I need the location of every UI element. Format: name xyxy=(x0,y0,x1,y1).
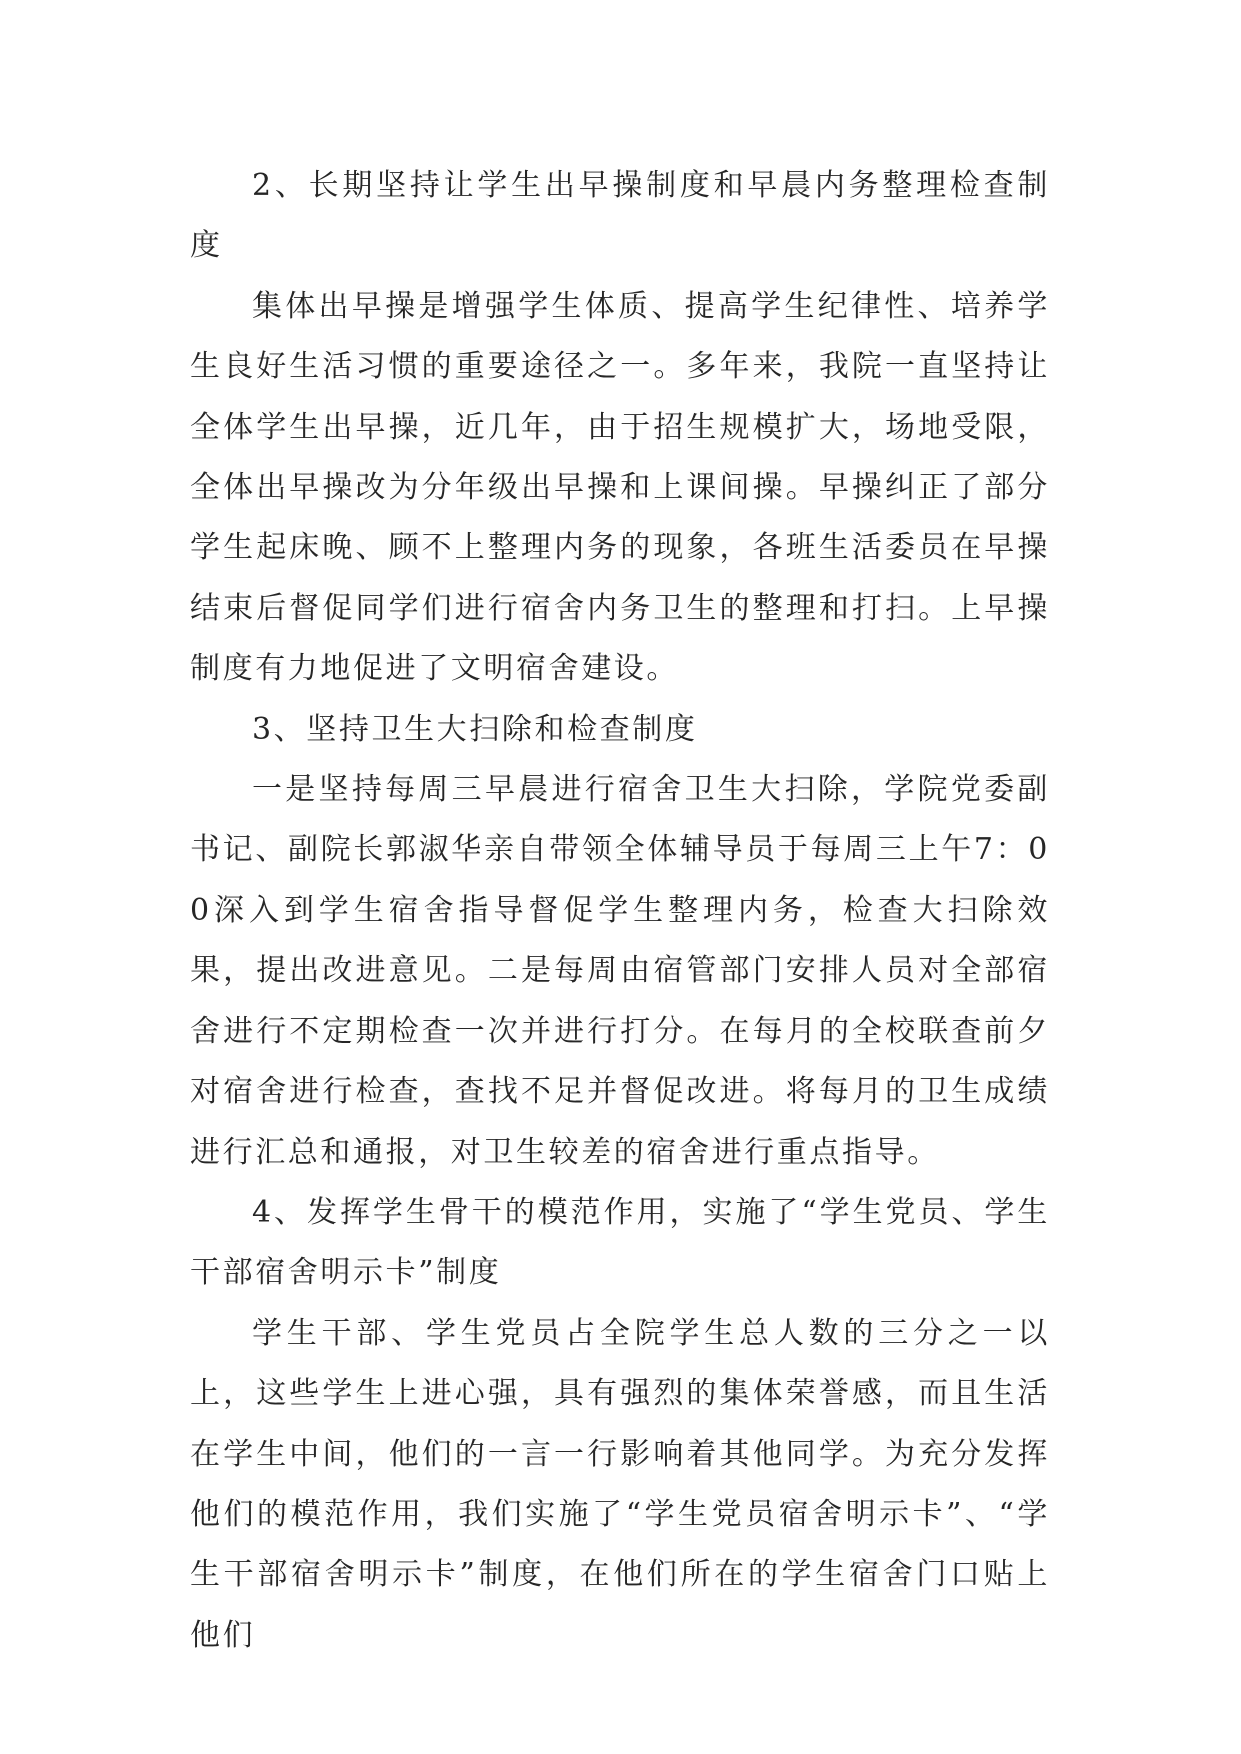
section-heading-2: 2、长期坚持让学生出早操制度和早晨内务整理检查制度 xyxy=(190,168,1050,264)
paragraph-student-leaders: 学生干部、学生党员占全院学生总人数的三分之一以上，这些学生上进心强，具有强烈的集体荣誉感，而且生活在学生中间，他们的一言一行影响着其他同学。为充分发挥他们的模范作用，我们实施了“学生党员宿舍明示卡”、“学生干部宿舍明示卡”制度，在他们所在的学生宿舍门口贴上他们 xyxy=(190,1315,1050,1653)
section-heading-4: 4、发挥学生骨干的模范作用，实施了“学生党员、学生干部宿舍明示卡”制度 xyxy=(190,1194,1050,1291)
paragraph-cleaning-inspection: 一是坚持每周三早晨进行宿舍卫生大扫除，学院党委副书记、副院长郭淑华亲自带领全体辅导员于每周三上午7：00深入到学生宿舍指导督促学生整理内务，检查大扫除效果，提出改进意见。二是每周由宿管部门安排人员对全部宿舍进行不定期检查一次并进行打分。在每月的全校联查前夕对宿舍进行检查，查找不足并督促改进。将每月的卫生成绩进行汇总和通报，对卫生较差的宿舍进行重点指导。 xyxy=(190,772,1050,1170)
paragraph-morning-exercise: 集体出早操是增强学生体质、提高学生纪律性、培养学生良好生活习惯的重要途径之一。多年来，我院一直坚持让全体学生出早操，近几年，由于招生规模扩大，场地受限，全体出早操改为分年级出早操和上课间操。早操纠正了部分学生起床晚、顾不上整理内务的现象，各班生活委员在早操结束后督促同学们进行宿舍内务卫生的整理和打扫。上早操制度有力地促进了文明宿舍建设。 xyxy=(190,288,1050,687)
document-body xyxy=(190,156,1050,1666)
section-heading-3: 3、坚持卫生大扫除和检查制度 xyxy=(252,711,698,747)
